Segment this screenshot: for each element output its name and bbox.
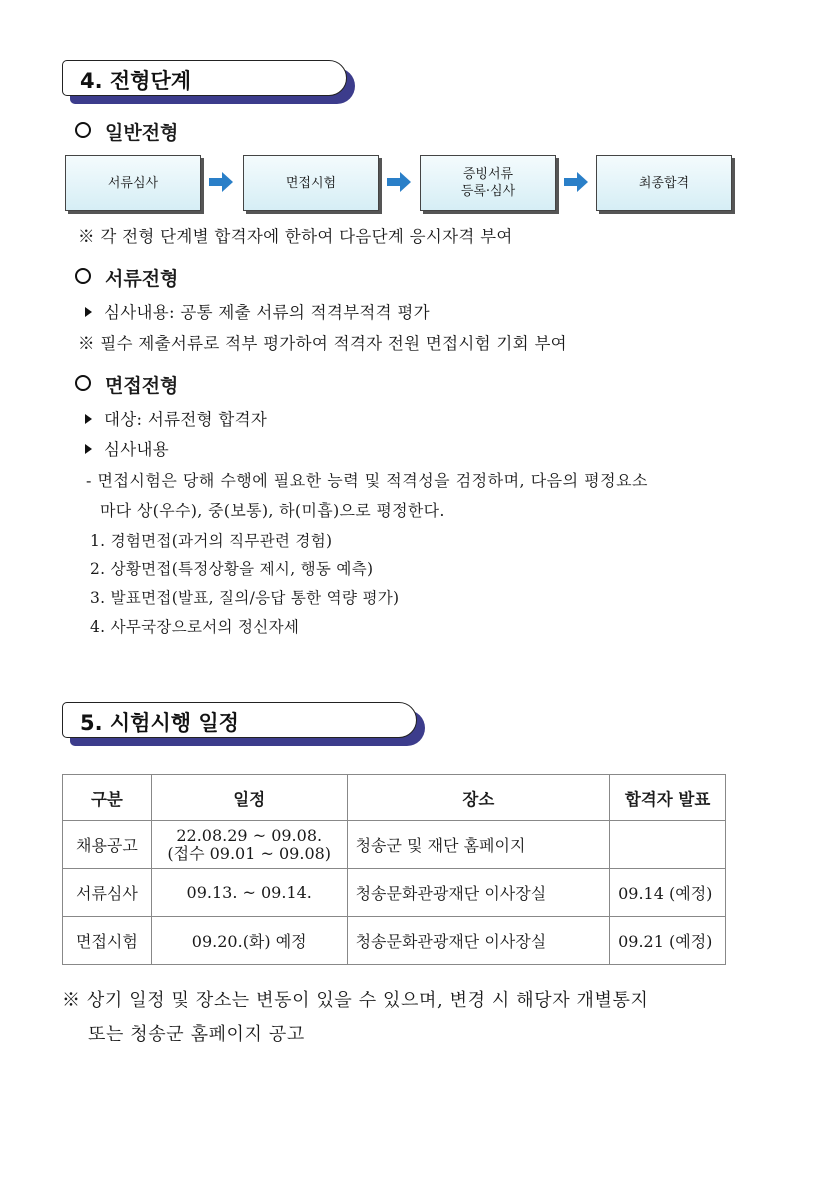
header-cell: 구분 [63,775,152,821]
header-cell: 일정 [151,775,347,821]
section-4-title: 4. 전형단계 [80,69,192,93]
interview-heading: 면접전형 [75,371,178,398]
section-5-header [62,702,417,738]
type-cell: 채용공고 [63,821,152,869]
schedule-footnote-line-2: 또는 청송군 홈페이지 공고 [88,1024,305,1045]
place-cell: 청송문화관광재단 이사장실 [347,869,610,917]
announce-cell: 09.21 (예정) [610,917,726,965]
date-cell: 09.13. ~ 09.14. [151,869,347,917]
circle-bullet-icon [75,375,91,391]
type-cell: 면접시험 [63,917,152,965]
circle-bullet-icon [75,268,91,284]
table-row [63,821,726,869]
flow-step-4: 최종합격 [596,155,732,211]
document-heading: 서류전형 [75,264,178,291]
criteria-item: 3. 발표면접(발표, 질의/응답 통한 역량 평가) [90,589,400,607]
section-5-title: 5. 시험시행 일정 [80,711,239,735]
schedule-table [62,774,726,965]
table-row [63,917,726,965]
triangle-bullet-icon [85,307,92,317]
criteria-item: 1. 경험면접(과거의 직무관련 경험) [90,532,333,550]
flow-step-1: 서류심사 [65,155,201,211]
header-cell: 합격자 발표 [610,775,726,821]
document-note: ※ 필수 제출서류로 적부 평가하여 적격자 전원 면접시험 기회 부여 [78,334,567,353]
triangle-bullet-icon [85,444,92,454]
header-cell: 장소 [347,775,610,821]
general-heading: 일반전형 [75,118,178,145]
arrow-right-icon [209,172,233,192]
place-cell: 청송군 및 재단 홈페이지 [347,821,610,869]
flow-step-3: 증빙서류 등록·심사 [420,155,556,211]
date-cell: 22.08.29 ~ 09.08. (접수 09.01 ~ 09.08) [151,821,347,869]
section-4-header [62,60,347,96]
interview-desc-line-1: - 면접시험은 당해 수행에 필요한 능력 및 적격성을 검정하며, 다음의 평정요소 [86,471,648,490]
interview-item-2: 심사내용 [85,436,169,460]
type-cell: 서류심사 [63,869,152,917]
criteria-item: 4. 사무국장으로서의 정신자세 [90,618,300,636]
general-note: ※ 각 전형 단계별 합격자에 한하여 다음단계 응시자격 부여 [78,227,513,246]
arrow-right-icon [564,172,588,192]
flow-step-2: 면접시험 [243,155,379,211]
interview-item-1: 대상: 서류전형 합격자 [85,406,267,430]
announce-cell: 09.14 (예정) [610,869,726,917]
circle-bullet-icon [75,122,91,138]
table-header-row [63,775,726,821]
document-item-1: 심사내용: 공통 제출 서류의 적격부적격 평가 [85,299,430,323]
interview-desc-line-2: 마다 상(우수), 중(보통), 하(미흡)으로 평정한다. [100,501,445,520]
criteria-item: 2. 상황면접(특정상황을 제시, 행동 예측) [90,560,374,578]
table-row [63,869,726,917]
place-cell: 청송문화관광재단 이사장실 [347,917,610,965]
date-cell: 09.20.(화) 예정 [151,917,347,965]
triangle-bullet-icon [85,414,92,424]
arrow-right-icon [387,172,411,192]
announce-cell [610,821,726,869]
schedule-footnote-line-1: ※ 상기 일정 및 장소는 변동이 있을 수 있으며, 변경 시 해당자 개별통지 [62,990,649,1011]
